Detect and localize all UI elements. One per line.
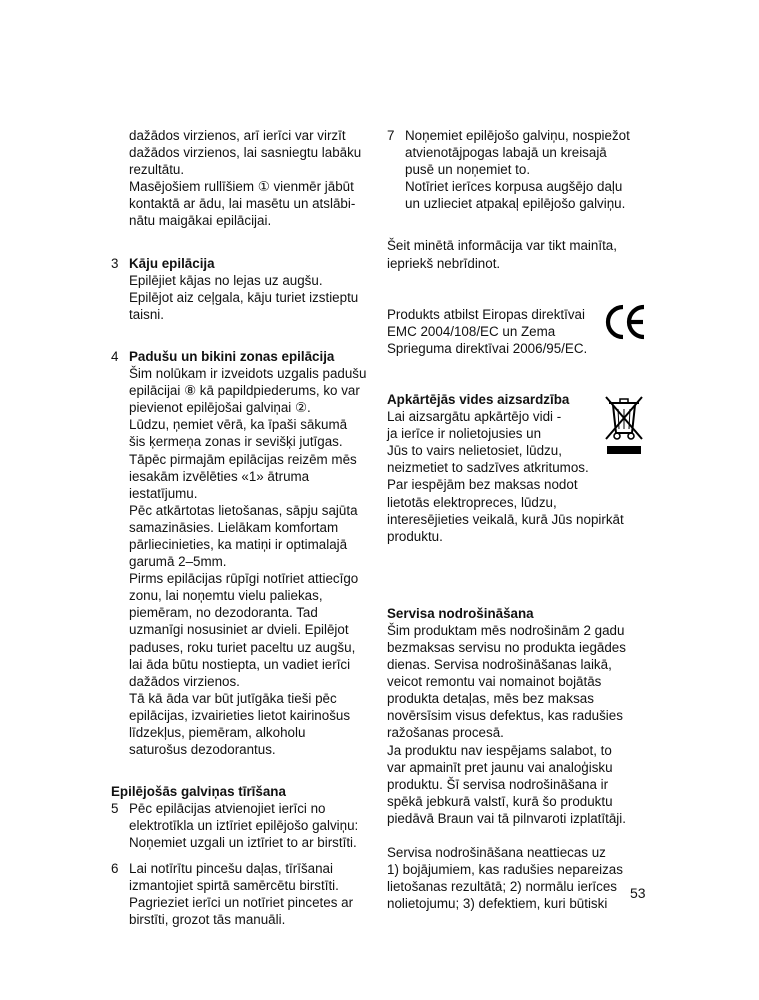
text-line: Sprieguma direktīvai 2006/95/EC.: [387, 340, 588, 356]
text-line: Pagrieziet ierīci un notīriet pincetes ar: [129, 894, 354, 910]
text-line: Par iespējām bez maksas nodot: [387, 477, 578, 493]
text-line: produkta detaļas, mēs bez maksas: [387, 691, 594, 707]
section-heading: Padušu un bikini zonas epilācija: [129, 348, 335, 364]
text-line: paduses, roku turiet paceltu uz augšu,: [129, 639, 356, 655]
text-line: Jūs to vairs nelietosiet, lūdzu,: [387, 443, 562, 459]
text-line: elektrotīkla un iztīriet epilējošo galviņu:: [129, 818, 359, 834]
text-line: produktu.: [387, 528, 443, 544]
change-notice: [387, 237, 649, 271]
text-line: nātu maigākai epilācijai.: [129, 213, 272, 229]
text-line: līdzekļus, piemēram, alkoholu: [129, 725, 306, 740]
text-line: spēkā jebkurā valstī, kurā šo produktu: [387, 793, 613, 809]
section-heading: Kāju epilācija: [129, 255, 215, 271]
text-line: Masējošiem rullīšiem ① vienmēr jābūt: [129, 179, 354, 195]
text-line: lai āda būtu nostiepta, un vadiet ierīci: [129, 656, 351, 672]
text-line: nolietojumu; 3) defektiem, kuri būtiski: [387, 896, 608, 912]
page-number: 53: [630, 885, 646, 901]
ce-mark-icon: [604, 302, 648, 342]
service-text: [387, 622, 649, 827]
text-line: ražošanas procesā.: [387, 725, 504, 741]
text-line: Epilējiet kājas no lejas uz augšu.: [129, 272, 323, 288]
text-line: atvienotājpogas labajā un kreisajā: [405, 145, 607, 161]
text-line: interesējieties veikalā, kurā Jūs nopirkāt: [387, 511, 624, 527]
service-heading: Servisa nodrošināšana: [387, 605, 534, 621]
text-line: piemēram, no dezodoranta. Tad: [129, 605, 318, 621]
text-line: Pirms epilācijas rūpīgi notīriet attiecīgo: [129, 571, 359, 587]
exclusions-text: [387, 844, 649, 912]
step-body: [387, 127, 649, 212]
step-7: [387, 127, 649, 212]
text-line: uzmanīgi nosusiniet ar dvieli. Epilējot: [129, 622, 349, 638]
text-line: dienas. Servisa nodrošināšanas laikā,: [387, 657, 612, 673]
text-line: EMC 2004/108/EC un Zema: [387, 323, 556, 339]
text-line: Pēc epilācijas atvienojiet ierīci no: [129, 801, 326, 817]
text-line: var apmainīt pret jaunu vai analoģisku: [387, 759, 613, 775]
text-line: Lai notīrītu pincešu daļas, tīrīšanai: [129, 860, 333, 876]
intro-text: [111, 127, 373, 230]
text-line: dažādos virzienos, arī ierīci var virzīt: [129, 128, 346, 143]
text-line: Lai aizsargātu apkārtējo vidi -: [387, 409, 562, 425]
text-line: kontaktā ar ādu, lai masētu un atslābi-: [129, 196, 356, 212]
text-line: Šim nolūkam ir izveidots uzgalis padušu: [129, 366, 367, 382]
section-4-underarm-bikini: [111, 348, 373, 758]
text-line: dažādos virzienos, lai sasniegtu labāku: [129, 145, 362, 161]
text-line: Epilējot aiz ceļgala, kāju turiet izstieptu: [129, 289, 359, 305]
text-line: Noņemiet uzgali un iztīriet to ar birstīti.: [129, 835, 357, 851]
text-line: pievienot epilējošai galviņai ②.: [129, 400, 311, 416]
cleaning-heading: Epilējošās galviņas tīrīšana: [111, 784, 286, 800]
step-6: [111, 860, 373, 928]
step-number: 4: [111, 348, 119, 364]
text-line: Šeit minētā informācija var tikt mainīta,: [387, 238, 617, 254]
text-line: bezmaksas servisu no produkta iegādes: [387, 639, 626, 655]
environment-heading: Apkārtējās vides aizsardzība: [387, 391, 570, 407]
text-line: iestatījumu.: [129, 485, 198, 501]
text-line: garumā 2–5mm.: [129, 554, 227, 570]
text-line: iesakām izvēlēties «1» ātruma: [129, 468, 310, 484]
step-number: 7: [387, 128, 395, 143]
step-body: [111, 800, 373, 851]
text-line: Notīriet ierīces korpusa augšējo daļu: [405, 179, 623, 195]
text-line: birstīti, grozot tās manuāli.: [129, 911, 286, 927]
left-column: [111, 127, 373, 928]
step-body: [111, 860, 373, 928]
text-line: zonu, lai noņemtu vielu paliekas,: [129, 588, 323, 604]
text-line: izmantojiet spirtā samērcētu birstīti.: [129, 877, 339, 893]
crossed-out-bin-icon: [603, 393, 645, 457]
step-number: 6: [111, 860, 119, 876]
section-3-leg-epilation: [111, 255, 373, 323]
text-line: novērsīsim visus defektus, kas radušies: [387, 708, 623, 724]
text-line: lietotās elektropreces, lūdzu,: [387, 494, 557, 510]
text-line: pārliecinieties, ka matiņi ir optimalajā: [129, 536, 348, 552]
text-line: Servisa nodrošināšana neattiecas uz: [387, 845, 606, 860]
text-line: iepriekš nebrīdinot.: [387, 255, 501, 271]
text-line: Ja produktu nav iespējams salabot, to: [387, 742, 612, 758]
text-line: rezultātu.: [129, 162, 185, 178]
right-column: [387, 127, 649, 912]
text-line: samazināsies. Lielākam komfortam: [129, 519, 339, 535]
text-line: Noņemiet epilējošo galviņu, nospiežot: [405, 128, 630, 143]
text-line: Tāpēc pirmajām epilācijas reizēm mēs: [129, 451, 357, 467]
text-line: epilācijas, izvairieties lietot kairinošus: [129, 707, 351, 723]
text-line: Lūdzu, ņemiet vērā, ka īpaši sākumā: [129, 417, 348, 433]
text-line: 1) bojājumiem, kas radušies nepareizas: [387, 862, 623, 878]
text-line: saturošus dezodorantus.: [129, 742, 276, 758]
text-line: piedāvā Braun vai tā pilnvaroti izplatītāji.: [387, 810, 626, 826]
text-line: Tā kā āda var būt jutīgāka tieši pēc: [129, 690, 337, 706]
section-body: [129, 365, 373, 758]
text-line: ja ierīce ir nolietojusies un: [387, 426, 542, 442]
text-line: epilācijai ⑧ kā papildpiederums, ko var: [129, 383, 360, 399]
text-line: dažādos virzienos.: [129, 673, 240, 689]
step-5: [111, 800, 373, 851]
step-number: 5: [111, 801, 119, 817]
text-line: produktu. Šī servisa nodrošināšana ir: [387, 776, 609, 792]
text-line: lietošanas rezultātā; 2) normālu ierīces: [387, 879, 617, 895]
text-line: Produkts atbilst Eiropas direktīvai: [387, 306, 585, 322]
text-line: neizmetiet to sadzīves atkritumos.: [387, 460, 589, 476]
section-body: [129, 272, 373, 323]
text-line: un uzlieciet atpakaļ epilējošo galviņu.: [405, 196, 626, 212]
text-line: veicot remontu vai nomainot bojātās: [387, 674, 602, 690]
text-line: taisni.: [129, 306, 164, 322]
text-line: pusē un noņemiet to.: [405, 162, 531, 178]
text-line: Pēc atkārtotas lietošanas, sāpju sajūta: [129, 502, 358, 518]
text-line: Šim produktam mēs nodrošinām 2 gadu: [387, 622, 625, 638]
text-line: šis ķermeņa zonas ir sevišķi jutīgas.: [129, 434, 343, 450]
step-number: 3: [111, 255, 119, 271]
